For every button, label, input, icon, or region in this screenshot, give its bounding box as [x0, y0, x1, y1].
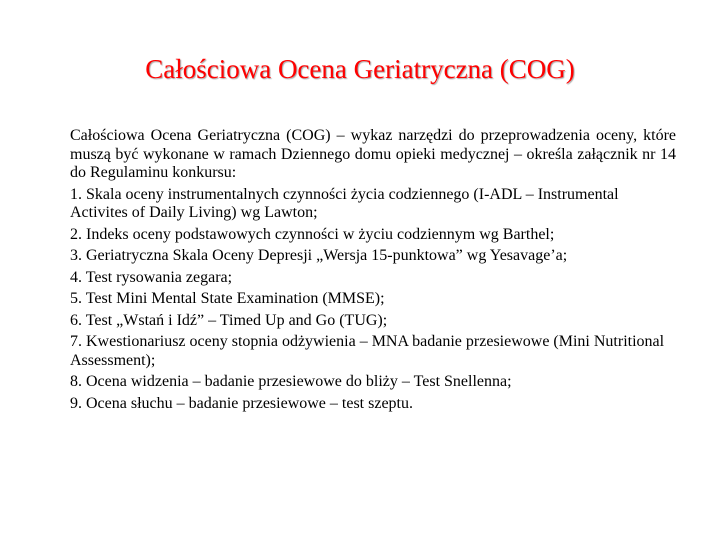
intro-paragraph: Całościowa Ocena Geriatryczna (COG) – wykaz narzędzi do przeprowadzenia oceny, które muszą być wykonane w ramach Dziennego domu opieki medycznej – określa załącznik nr 14 do Regulaminu konkursu: [70, 127, 676, 181]
list-item-4: 4. Test rysowania zegara; [70, 268, 233, 286]
list-item-7: 7. Kwestionariusz oceny stopnia odżywienia – MNA badanie przesiewowe (Mini Nutritional Assessment); [70, 333, 665, 369]
list-item-9: 9. Ocena słuchu – badanie przesiewowe – test szeptu. [70, 394, 413, 412]
slide-title: Całościowa Ocena Geriatryczna (COG) [145, 54, 575, 84]
list-item-5: 5. Test Mini Mental State Examination (MMSE); [70, 290, 385, 307]
list-item-6: 6. Test „Wstań i Idź” – Timed Up and Go (TUG); [70, 311, 388, 329]
list-item-3: 3. Geriatryczna Skala Oceny Depresji „Wersja 15-punktowa” wg Yesavage’a; [70, 247, 568, 264]
slide-body [70, 127, 676, 413]
list-item-1: 1. Skala oceny instrumentalnych czynności życia codziennego (I-ADL – Instrumental Activites of Daily Living) wg Lawton; [70, 185, 619, 221]
list-item-2: 2. Indeks oceny podstawowych czynności w życiu codziennym wg Barthel; [70, 225, 555, 243]
tools-list [70, 186, 676, 414]
list-item-8: 8. Ocena widzenia – badanie przesiewowe do bliży – Test Snellenna; [70, 373, 512, 390]
